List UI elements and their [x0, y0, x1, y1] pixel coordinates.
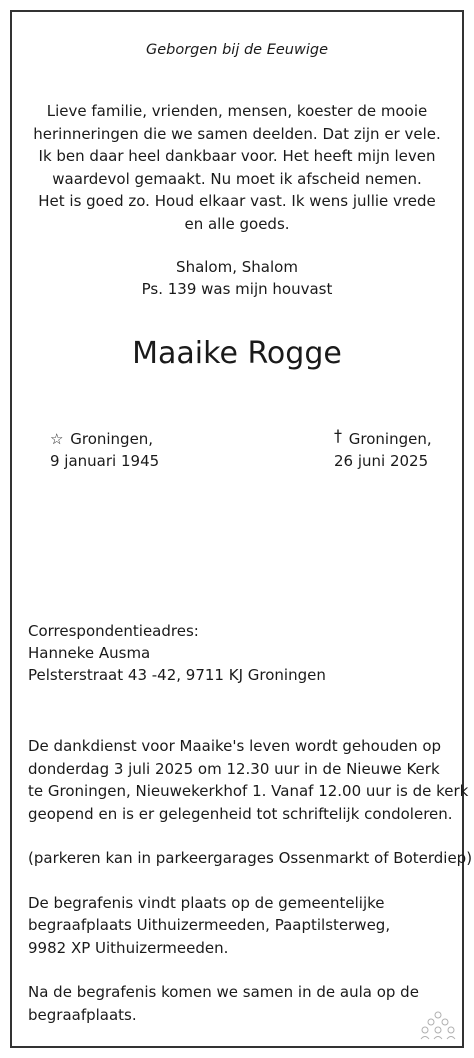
burial-line: De begrafenis vindt plaats op de gemeentelijke [28, 893, 385, 912]
cross-icon: † [334, 426, 342, 445]
gathering-line: begraafplaats. [28, 1005, 137, 1024]
shalom-block [12, 256, 462, 300]
deceased-name: Maaike Rogge [132, 336, 342, 371]
service-line: geopend en is er gelegenheid tot schriftelijk condoleren. [28, 804, 453, 823]
death-info [334, 428, 432, 472]
people-circles-icon [420, 1010, 456, 1040]
service-line: donderdag 3 juli 2025 om 12.30 uur in de Nieuwe Kerk [28, 759, 440, 778]
burial-line: 9982 XP Uithuizermeeden. [28, 938, 229, 957]
burial-line: begraafplaats Uithuizermeeden, Paaptilsterweg, [28, 916, 391, 934]
service-line: te Groningen, Nieuwekerkhof 1. Vanaf 12.00 uur is de kerk [28, 782, 469, 800]
poem-line: Ik ben daar heel dankbaar voor. Het heeft mijn leven [38, 147, 436, 165]
service-info [28, 735, 473, 1026]
poem-line: Het is goed zo. Houd elkaar vast. Ik wens jullie vrede [38, 192, 436, 210]
correspondence-label: Correspondentieadres: [28, 622, 199, 640]
poem-line: herinneringen die we samen deelden. Dat zijn er vele. [33, 124, 441, 143]
death-date: 26 juni 2025 [334, 452, 429, 470]
psalm-line: Ps. 139 was mijn houvast [141, 280, 333, 298]
poem-line: Lieve familie, vrienden, mensen, koester de mooie [46, 102, 428, 120]
shalom-line: Shalom, Shalom [176, 258, 298, 276]
poem [32, 100, 442, 235]
correspondence-name: Hanneke Ausma [28, 644, 151, 662]
birth-info [50, 428, 159, 472]
poem-line: waardevol gemaakt. Nu moet ik afscheid nemen. [52, 169, 422, 188]
death-place: Groningen, [348, 430, 432, 448]
star-icon: ☆ [50, 430, 64, 448]
correspondence-block [28, 620, 326, 686]
service-line: De dankdienst voor Maaike's leven wordt gehouden op [28, 737, 442, 755]
birth-date: 9 januari 1945 [50, 452, 160, 470]
parking-note: (parkeren kan in parkeergarages Ossenmarkt of Boterdiep) [28, 849, 473, 867]
gathering-line: Na de begrafenis komen we samen in de aula op de [28, 983, 419, 1001]
correspondence-address: Pelsterstraat 43 -42, 9711 KJ Groningen [28, 666, 326, 684]
poem-line: en alle goeds. [184, 214, 290, 233]
birth-place: Groningen, [70, 430, 154, 448]
intro-line: Geborgen bij de Eeuwige [145, 42, 328, 58]
obituary-card [10, 10, 473, 1048]
